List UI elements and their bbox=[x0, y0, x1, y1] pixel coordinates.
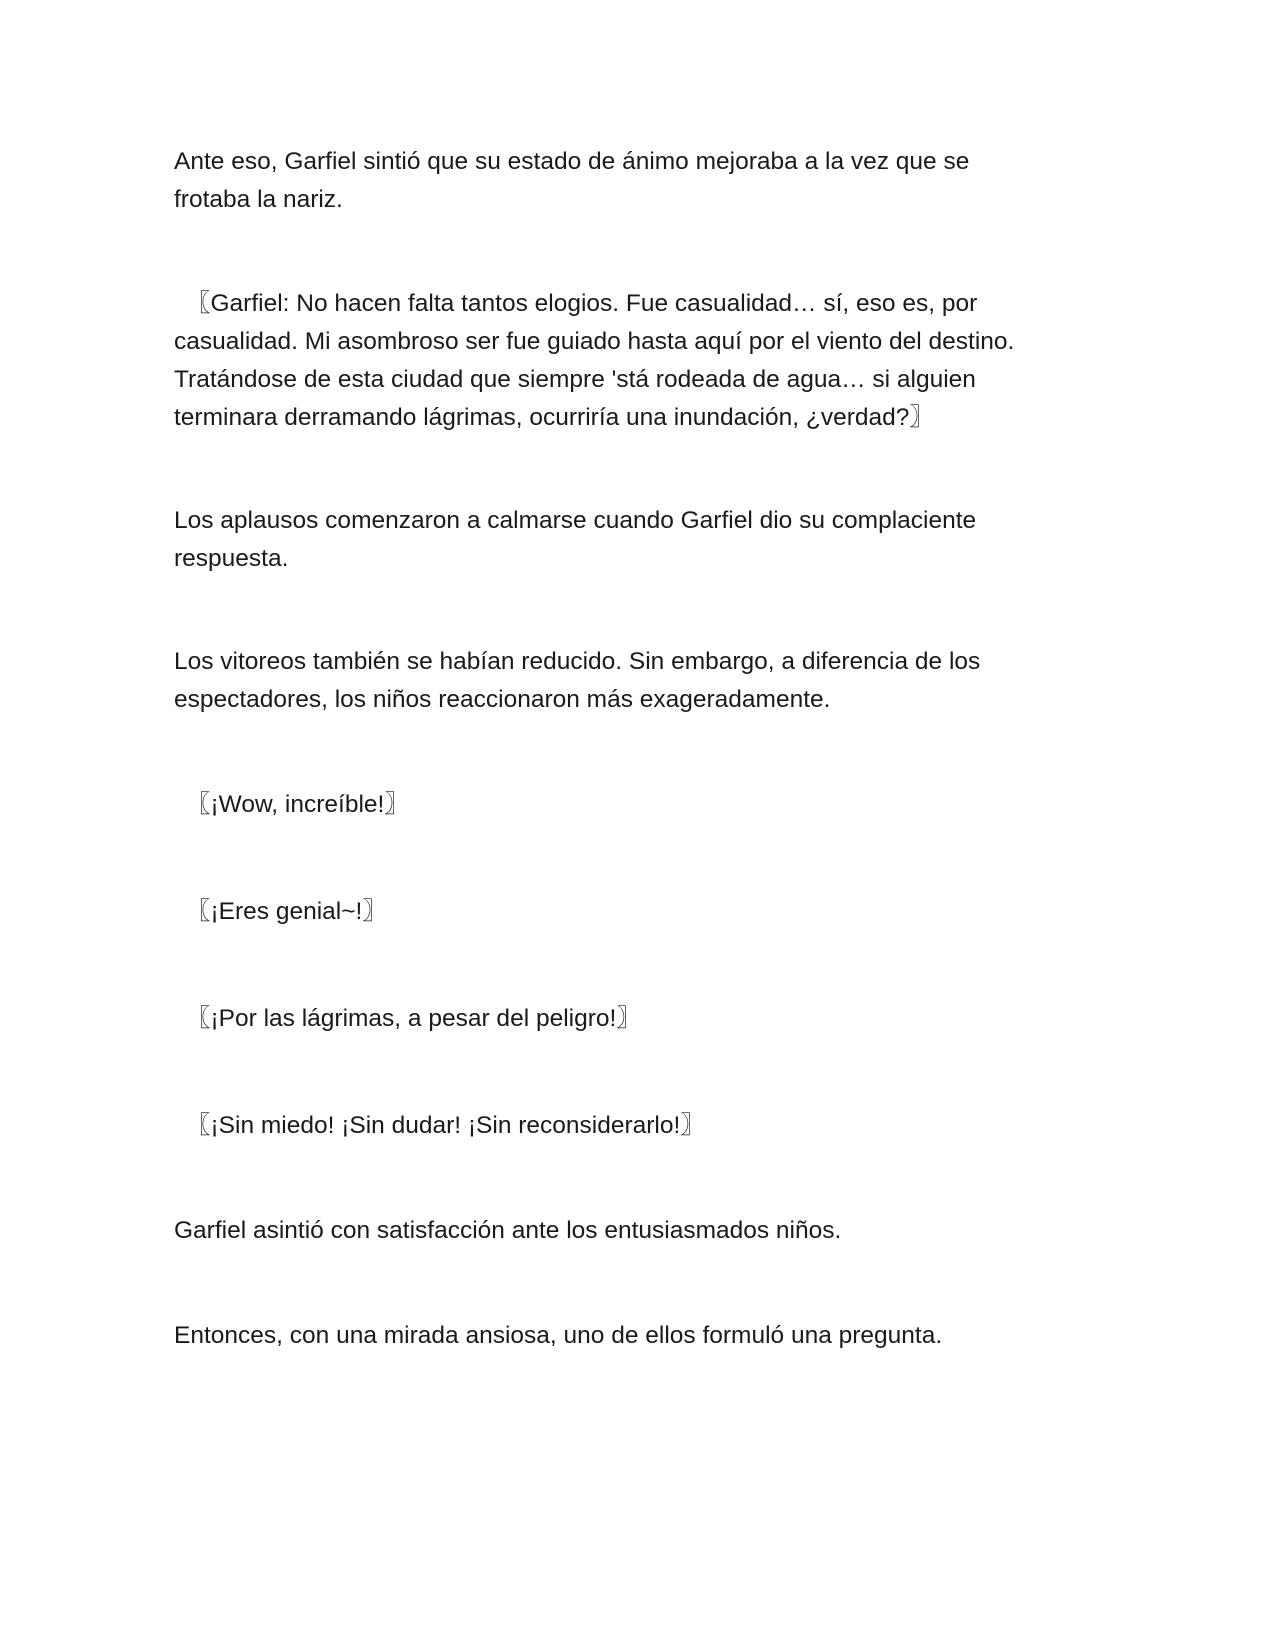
paragraph-dialogue bbox=[174, 893, 1094, 931]
paragraph-narration bbox=[174, 1212, 1094, 1250]
text-line: frotaba la nariz. bbox=[174, 186, 343, 213]
text-line: Los vitoreos también se habían reducido. Sin embargo, a diferencia de los bbox=[174, 648, 981, 675]
text-line: terminara derramando lágrimas, ocurriría una inundación, ¿verdad?〗 bbox=[174, 404, 934, 431]
paragraph-dialogue bbox=[174, 786, 1094, 824]
text-line: Entonces, con una mirada ansiosa, uno de ellos formuló una pregunta. bbox=[174, 1322, 943, 1349]
text-line: Los aplausos comenzaron a calmarse cuando Garfiel dio su complaciente bbox=[174, 507, 977, 534]
paragraph-narration bbox=[174, 1317, 1094, 1355]
text-line: casualidad. Mi asombroso ser fue guiado hasta aquí por el viento del destino. bbox=[174, 328, 1015, 355]
text-line: Garfiel asintió con satisfacción ante los entusiasmados niños. bbox=[174, 1217, 842, 1244]
paragraph-dialogue bbox=[174, 285, 1094, 437]
paragraph-narration bbox=[174, 643, 1094, 719]
text-line: espectadores, los niños reaccionaron más exageradamente. bbox=[174, 686, 831, 713]
text-line: 〖¡Wow, increíble!〗 bbox=[186, 791, 409, 818]
text-line: respuesta. bbox=[174, 545, 289, 572]
paragraph-dialogue bbox=[174, 1107, 1094, 1145]
text-line: 〖Garfiel: No hacen falta tantos elogios. Fue casualidad… sí, eso es, por bbox=[186, 290, 978, 317]
text-line: 〖¡Eres genial~!〗 bbox=[186, 898, 387, 925]
paragraph-narration bbox=[174, 502, 1094, 578]
paragraph-narration bbox=[174, 143, 1094, 219]
text-line: Ante eso, Garfiel sintió que su estado de ánimo mejoraba a la vez que se bbox=[174, 148, 970, 175]
text-line: 〖¡Sin miedo! ¡Sin dudar! ¡Sin reconsiderarlo!〗 bbox=[186, 1112, 705, 1139]
text-line: 〖¡Por las lágrimas, a pesar del peligro!〗 bbox=[186, 1005, 641, 1032]
text-line: Tratándose de esta ciudad que siempre 'stá rodeada de agua… si alguien bbox=[174, 366, 976, 393]
paragraph-dialogue bbox=[174, 1000, 1094, 1038]
